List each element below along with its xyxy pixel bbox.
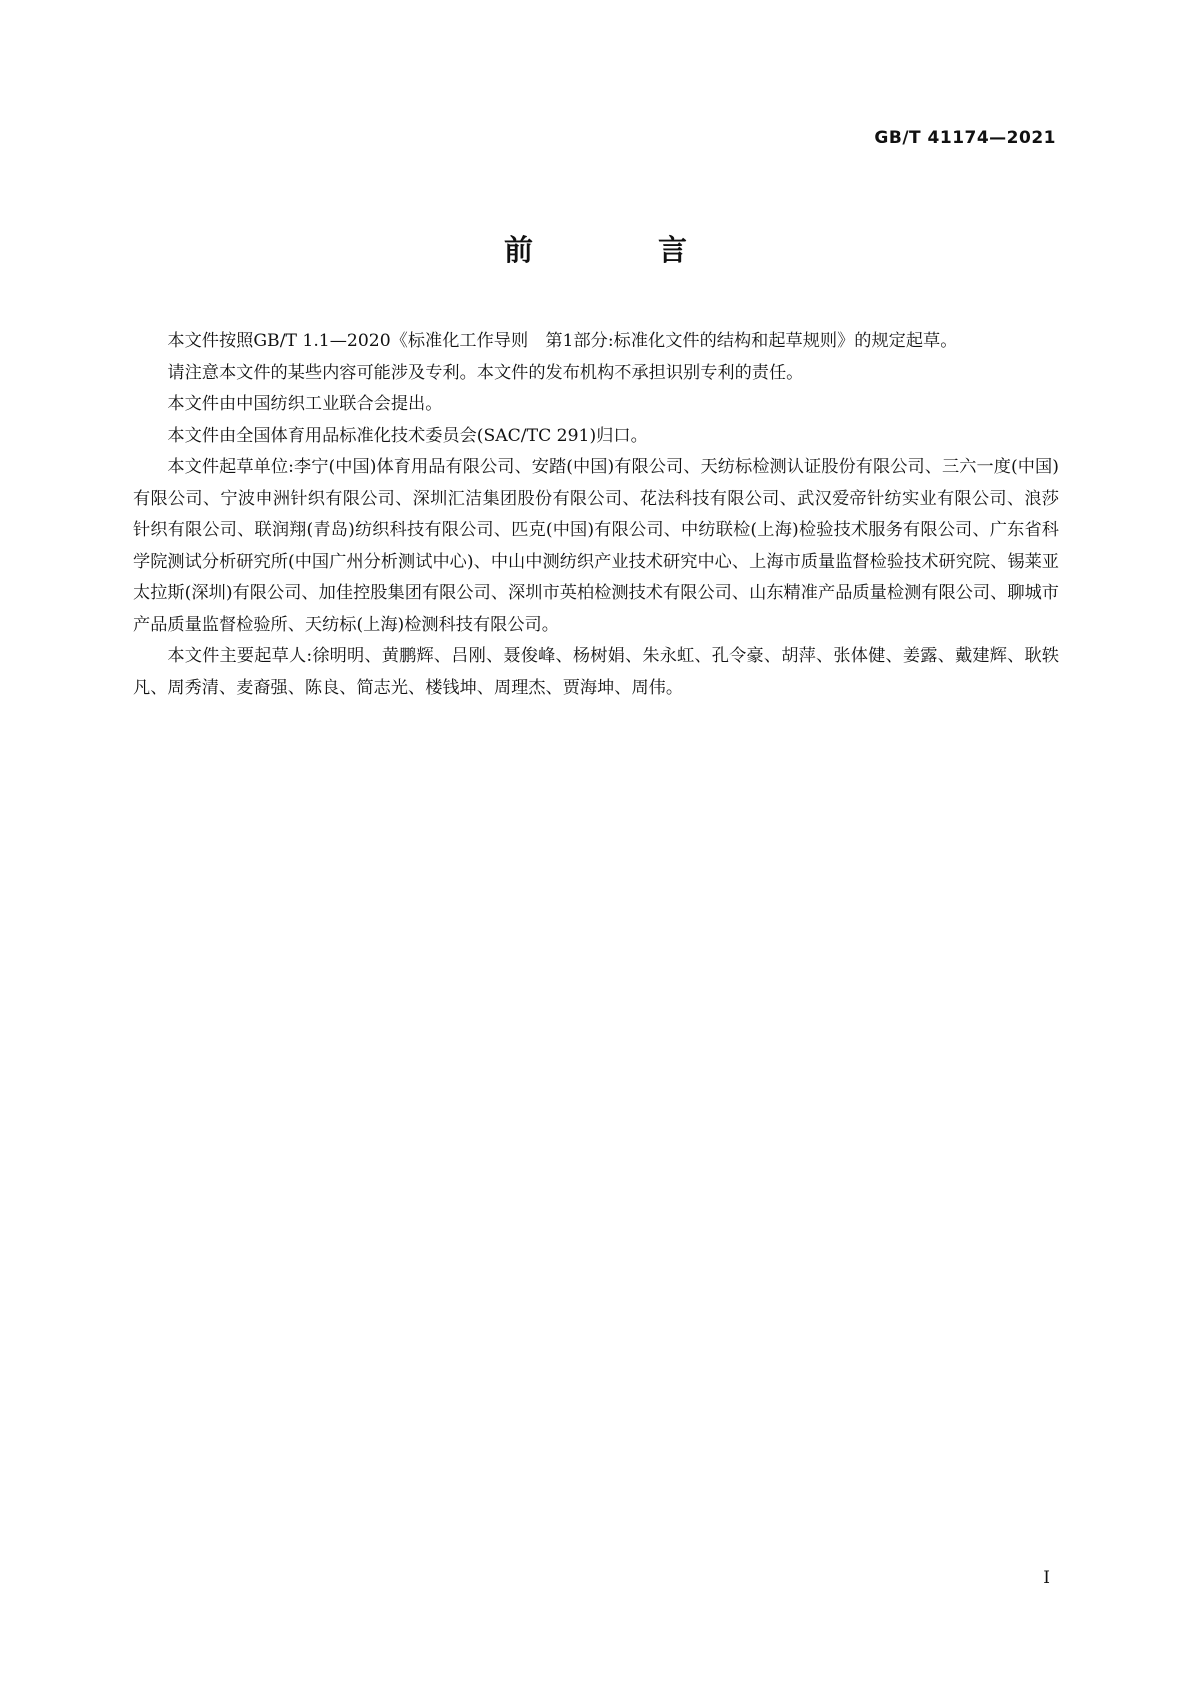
paragraph-drafting-rules: 本文件按照GB/T 1.1—2020《标准化工作导则 第1部分:标准化文件的结构和起草规则》的规定起草。 — [167, 331, 958, 351]
paragraph-proposer: 本文件由中国纺织工业联合会提出。 — [167, 394, 443, 414]
page-title: 前 言 — [503, 233, 735, 267]
standard-code: GB/T 41174—2021 — [874, 128, 1056, 148]
paragraph-drafters: 本文件主要起草人:徐明明、黄鹏辉、吕刚、聂俊峰、杨树娟、朱永虹、孔令豪、胡萍、张体健、姜露、戴建辉、耿轶凡、周秀清、麦裔强、陈良、简志光、楼钱坤、周理杰、贾海坤、周伟。 — [133, 646, 1059, 698]
paragraph-drafting-units: 本文件起草单位:李宁(中国)体育用品有限公司、安踏(中国)有限公司、天纺标检测认证股份有限公司、三六一度(中国)有限公司、宁波申洲针织有限公司、深圳汇洁集团股份有限公司、花法科技有限公司、武汉爱帝针纺实业有限公司、浪莎针织有限公司、联润翔(青岛)纺织科技有限公司、匹克(中国)有限公司、中纺联检(上海)检验技术服务有限公司、广东省科学院测试分析研究所(中国广州分析测试中心)、中山中测纺织产业技术研究中心、上海市质量监督检验技术研究院、锡莱亚太拉斯(深圳)有限公司、加佳控股集团有限公司、深圳市英柏检测技术有限公司、山东精准产品质量检测有限公司、聊城市产品质量监督检验所、天纺标(上海)检测科技有限公司。 — [133, 457, 1059, 635]
foreword-body — [133, 326, 1059, 704]
page-number: I — [1043, 1568, 1050, 1588]
paragraph-patent-notice: 请注意本文件的某些内容可能涉及专利。本文件的发布机构不承担识别专利的责任。 — [167, 362, 804, 383]
paragraph-committee: 本文件由全国体育用品标准化技术委员会(SAC/TC 291)归口。 — [167, 425, 648, 446]
